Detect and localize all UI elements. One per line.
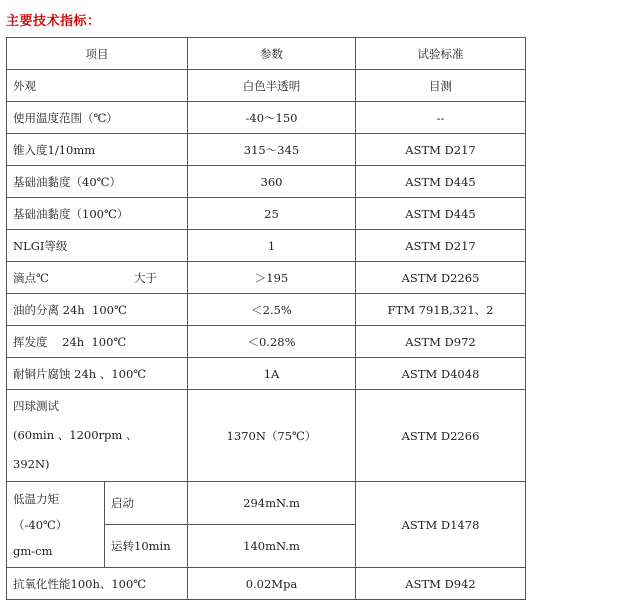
row-item: 耐铜片腐蚀 24h 、100℃	[7, 358, 188, 390]
table-row	[7, 230, 526, 262]
sub-row-value: 140mN.m	[188, 525, 356, 568]
row-value: ＜2.5%	[188, 294, 356, 326]
sub-row-value: 294mN.m	[188, 482, 356, 525]
row-standard: --	[356, 102, 526, 134]
row-value: 25	[188, 198, 356, 230]
row-item	[7, 262, 188, 294]
table-row	[7, 70, 526, 102]
row-standard: ASTM D942	[356, 568, 526, 600]
row-item: 基础油黏度（100℃）	[7, 198, 188, 230]
row-standard: ASTM D2266	[356, 390, 526, 482]
row-standard: ASTM D217	[356, 230, 526, 262]
four-ball-line-2: (60min 、1200rpm 、	[13, 428, 138, 442]
header-standard: 试验标准	[356, 38, 526, 70]
table-row	[7, 358, 526, 390]
row-item: NLGI等级	[7, 230, 188, 262]
table-row	[7, 326, 526, 358]
low-temp-line-1: 低温力矩	[13, 491, 59, 506]
header-item: 项目	[7, 38, 188, 70]
low-temp-line-2: （-40℃）	[13, 517, 68, 532]
row-value: 1370N（75℃）	[188, 390, 356, 482]
row-standard: 目测	[356, 70, 526, 102]
row-value: ＜0.28%	[188, 326, 356, 358]
row-standard: ASTM D4048	[356, 358, 526, 390]
row-value: ＞195	[188, 262, 356, 294]
table-row-low-temp	[7, 482, 526, 525]
row-item: 抗氧化性能100h、100℃	[7, 568, 188, 600]
row-standard: ASTM D445	[356, 166, 526, 198]
row-value: 1	[188, 230, 356, 262]
row-item	[7, 390, 188, 482]
section-heading: 主要技术指标：	[6, 14, 101, 29]
table-row-four-ball	[7, 390, 526, 482]
row-value: 360	[188, 166, 356, 198]
row-item: 使用温度范围（℃）	[7, 102, 188, 134]
table-row	[7, 294, 526, 326]
header-value: 参数	[188, 38, 356, 70]
row-standard: ASTM D2265	[356, 262, 526, 294]
row-item-label: 滴点℃	[13, 270, 49, 285]
table-row	[7, 166, 526, 198]
row-standard: ASTM D445	[356, 198, 526, 230]
sub-row-label: 运转10min	[105, 525, 188, 568]
table-row	[7, 198, 526, 230]
table-header-row	[7, 38, 526, 70]
row-value: 白色半透明	[188, 70, 356, 102]
row-item: 油的分离 24h 100℃	[7, 294, 188, 326]
four-ball-line-3: 392N)	[13, 457, 50, 471]
row-standard: ASTM D217	[356, 134, 526, 166]
table-row	[7, 262, 526, 294]
row-item: 基础油黏度（40℃）	[7, 166, 188, 198]
row-value: 315～345	[188, 134, 356, 166]
row-value: 1A	[188, 358, 356, 390]
row-item: 锥入度1/10mm	[7, 134, 188, 166]
row-item	[7, 482, 105, 568]
row-value: -40～150	[188, 102, 356, 134]
low-temp-line-3: gm-cm	[13, 543, 53, 558]
row-item: 外观	[7, 70, 188, 102]
table-row	[7, 102, 526, 134]
row-standard: FTM 791B,321、2	[356, 294, 526, 326]
spec-table	[6, 37, 526, 600]
four-ball-line-1: 四球测试	[13, 399, 59, 413]
table-row	[7, 134, 526, 166]
row-standard: ASTM D1478	[356, 482, 526, 568]
row-item: 挥发度 24h 100℃	[7, 326, 188, 358]
sub-row-label: 启动	[105, 482, 188, 525]
table-row	[7, 568, 526, 600]
row-value: 0.02Mpa	[188, 568, 356, 600]
row-standard: ASTM D972	[356, 326, 526, 358]
row-item-qualifier: 大于	[134, 270, 157, 285]
